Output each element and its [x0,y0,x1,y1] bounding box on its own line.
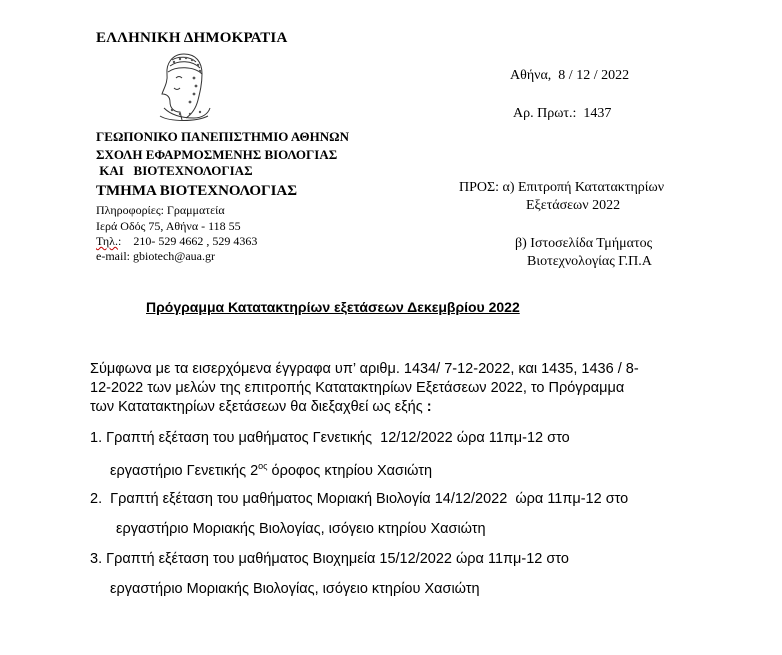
telephone-value: : 210- 529 4662 , 529 4363 [117,234,258,248]
intro-line-2: 12-2022 των μελών της επιτροπής Κατατακτηρίων Εξετάσεων 2022, το Πρόγραμμα [90,380,625,396]
exam-item-3-line-2: εργαστήριο Μοριακής Βιολογίας, ισόγειο κτηρίου Χασιώτη [110,581,480,597]
intro-line-3: των Κατατακτηρίων εξετάσεων θα διεξαχθεί ως εξής [90,399,427,415]
email-line: e-mail: gbiotech@aua.gr [96,249,216,263]
exam-item-1-line-2 [110,461,432,479]
intro-line-1: Σύμφωνα με τα εισερχόμενα έγγραφα υπ’ αριθμ. 1434/ 7-12-2022, και 1435, 1436 / 8- [90,361,639,377]
recipient-line-4: Βιοτεχνολογίας Γ.Π.Α [527,254,652,269]
ordinal-suffix: ος [258,461,268,471]
exam-item-2-line-2: εργαστήριο Μοριακής Βιολογίας, ισόγειο κτηρίου Χασιώτη [116,521,486,537]
department-name: ΤΜΗΜΑ ΒΙΟΤΕΧΝΟΛΟΓΙΑΣ [96,183,298,199]
exam-item-2-line-1: 2. Γραπτή εξέταση του μαθήματος Μοριακή Βιολογία 14/12/2022 ώρα 11πμ-12 στο [90,491,629,507]
document-date: Αθήνα, 8 / 12 / 2022 [510,68,630,83]
exam-item-1-line-1: 1. Γραπτή εξέταση του μαθήματος Γενετικής 12/12/2022 ώρα 11πμ-12 στο [90,430,570,446]
exam-item-1-floor: όροφος κτηρίου Χασιώτη [267,462,433,479]
recipient-line-1: ΠΡΟΣ: α) Επιτροπή Κατατακτηρίων [459,180,665,195]
recipient-line-3: β) Ιστοσελίδα Τμήματος [515,236,653,251]
telephone-label: Τηλ. [96,234,118,248]
intro-colon: : [426,399,432,415]
telephone-line [96,234,257,249]
recipient-line-2: Εξετάσεων 2022 [526,198,621,213]
intro-line-3-wrap [90,398,690,417]
athena-head-emblem-icon [150,48,216,124]
exam-item-1-location: εργαστήριο Γενετικής 2 [110,462,259,479]
republic-heading: ΕΛΛΗΝΙΚΗ ΔΗΜΟΚΡΑΤΙΑ [96,30,288,46]
protocol-number: Αρ. Πρωτ.: 1437 [513,106,612,121]
document-title: Πρόγραμμα Κατατακτηρίων εξετάσεων Δεκεμβρίου 2022 [146,299,520,315]
university-name-line-1: ΓΕΩΠΟΝΙΚΟ ΠΑΝΕΠΙΣΤΗΜΙΟ ΑΘΗΝΩΝ [96,129,349,144]
university-name-line-3: ΚΑΙ ΒΙΟΤΕΧΝΟΛΟΓΙΑΣ [96,163,253,178]
intro-paragraph [90,360,690,417]
university-name-line-2: ΣΧΟΛΗ ΕΦΑΡΜΟΣΜΕΝΗΣ ΒΙΟΛΟΓΙΑΣ [96,147,338,162]
info-line: Πληροφορίες: Γραμματεία [96,203,225,217]
address-line: Ιερά Οδός 75, Αθήνα - 118 55 [96,219,241,233]
exam-item-3-line-1: 3. Γραπτή εξέταση του μαθήματος Βιοχημεία 15/12/2022 ώρα 11πμ-12 στο [90,551,569,567]
